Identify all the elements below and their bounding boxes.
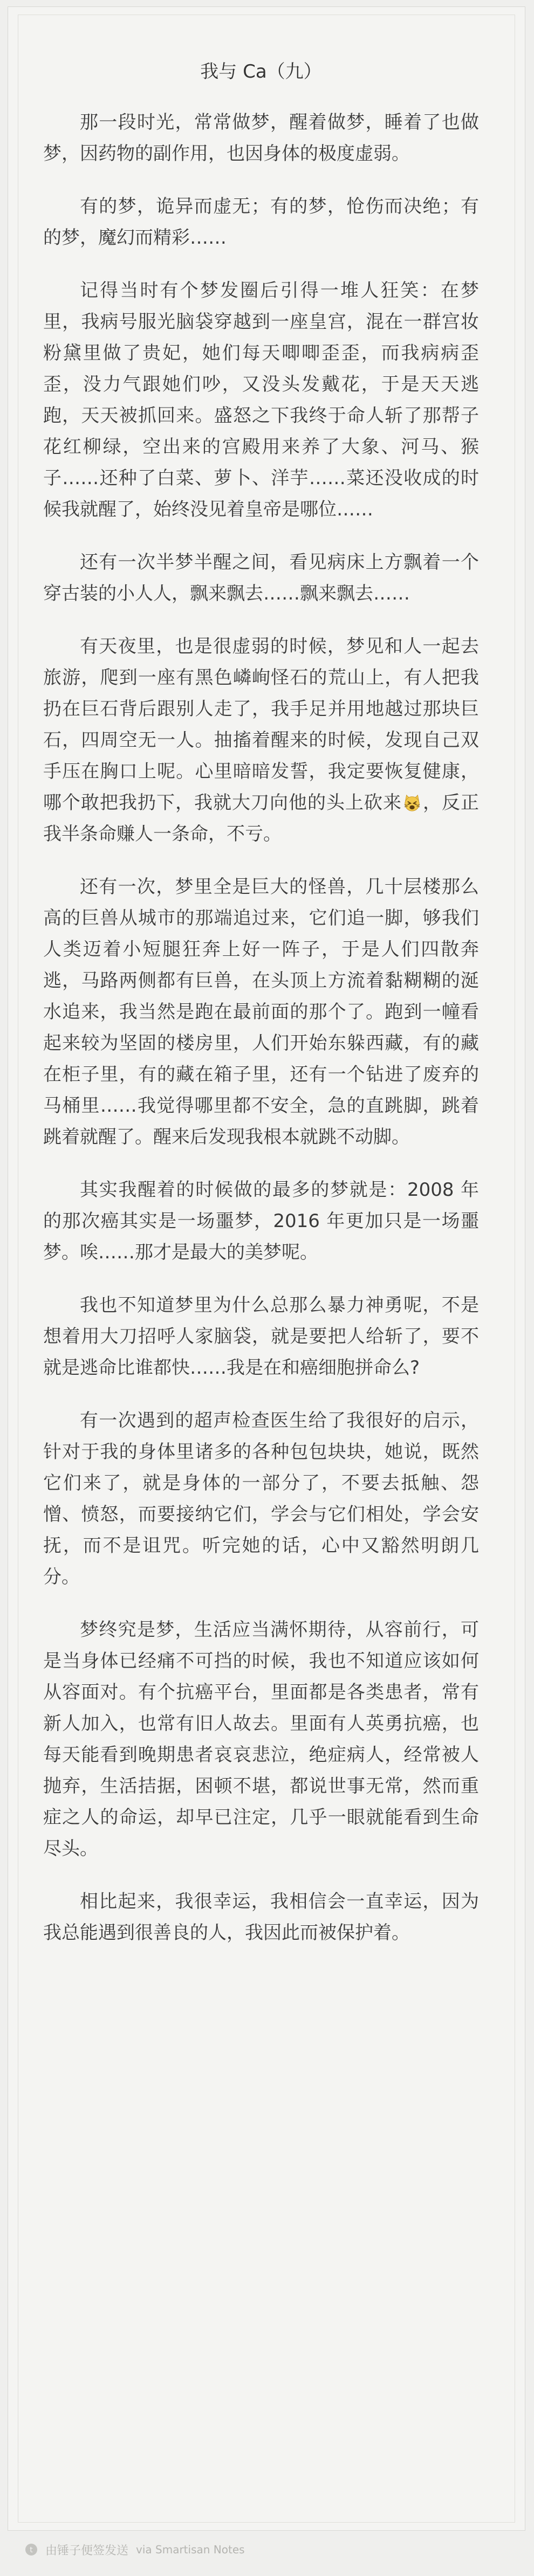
note-footer — [25, 2541, 245, 2558]
footer-sender: 由锤子便签发送 — [45, 2544, 129, 2558]
paragraph-4: 还有一次半梦半醒之间，看见病床上方飘着一个穿古装的小人人，飘来飘去……飘来飘去…… — [43, 552, 479, 604]
paragraph-3: 记得当时有个梦发圈后引得一堆人狂笑：在梦里，我病号服光脑袋穿越到一座皇宫，混在一群宫妆粉黛里做了贵妃，她们每天唧唧歪歪，而我病病歪歪，没力气跟她们吵，又没头发戴花，于是天天逃跑，天天被抓回来。盛怒之下我终于命人斩了那帮子花红柳绿，空出来的宫殿用来养了大象、河马、猴子……还种了白菜、萝卜、洋芋……菜还没收成的时候我就醒了，始终没见着皇帝是哪位…… — [43, 280, 479, 520]
paragraph-1: 那一段时光，常常做梦，醒着做梦，睡着了也做梦，因药物的副作用，也因身体的极度虚弱。 — [43, 112, 479, 164]
paragraph-11: 相比起来，我很幸运，我相信会一直幸运，因为我总能遇到很善良的人，我因此而被保护着。 — [43, 1891, 479, 1944]
paragraph-7: 其实我醒着的时候做的最多的梦就是：2008 年的那次癌其实是一场噩梦，2016 年更加只是一场噩梦。唉……那才是最大的美梦呢。 — [43, 1179, 479, 1263]
paragraph-2: 有的梦，诡异而虚无；有的梦，怆伤而决绝；有的梦，魔幻而精彩…… — [43, 196, 479, 249]
weary-cat-face-icon — [403, 794, 421, 812]
paragraph-9: 有一次遇到的超声检查医生给了我很好的启示，针对于我的身体里诸多的各种包包块块，她说，既然它们来了，就是身体的一部分了，不要去抵触、怨憎、愤怒，而要接纳它们，学会与它们相处，学会安抚，而不是诅咒。听完她的话，心中又豁然明朗几分。 — [43, 1410, 479, 1588]
paragraph-5-text-a: 有天夜里，也是很虚弱的时候，梦见和人一起去旅游，爬到一座有黑色嶙峋怪石的荒山上，有人把我扔在巨石背后跟别人走了，我手足并用地越过那块巨石，四周空无一人。抽搐着醒来的时候，发现自己双手压在胸口上呢。心里暗暗发誓，我定要恢复健康，哪个敢把我扔下，我就大刀向他的头上砍来 — [43, 636, 479, 814]
paragraph-10: 梦终究是梦，生活应当满怀期待，从容前行，可是当身体已经痛不可挡的时候，我也不知道应该如何从容面对。有个抗癌平台，里面都是各类患者，常有新人加入，也常有旧人故去。里面有人英勇抗癌，也每天能看到晚期患者哀哀悲泣，绝症病人，经常被人抛弃，生活拮据，困顿不堪，都说世事无常，然而重症之人的命运，却早已注定，几乎一眼就能看到生命尽头。 — [43, 1619, 479, 1859]
paragraph-5 — [43, 631, 479, 850]
note-content — [43, 58, 479, 1970]
paragraph-8: 我也不知道梦里为什么总那么暴力神勇呢，不是想着用大刀招呼人家脑袋，就是要把人给斩了，要不就是逃命比谁都快……我是在和癌细胞拼命么? — [43, 1294, 479, 1379]
paragraph-5-text-b: ，反正我半条命赚人一条命，不亏。 — [43, 792, 479, 845]
svg-text:t: t — [30, 2546, 33, 2554]
footer-via: via Smartisan Notes — [136, 2543, 245, 2556]
smartisan-logo-icon — [25, 2543, 38, 2556]
paragraph-6: 还有一次，梦里全是巨大的怪兽，几十层楼那么高的巨兽从城市的那端追过来，它们追一脚，够我们人类迈着小短腿狂奔上好一阵子，于是人们四散奔逃，马路两侧都有巨兽，在头顶上方流着黏糊糊的涎水追来，我当然是跑在最前面的那个了。跑到一幢看起来较为坚固的楼房里，人们开始东躲西藏，有的藏在柜子里，有的藏在箱子里，还有一个钻进了废弃的马桶里……我觉得哪里都不安全，急的直跳脚，跳着跳着就醒了。醒来后发现我根本就跳不动脚。 — [43, 876, 479, 1148]
note-title: 我与 Ca（九） — [200, 61, 322, 82]
